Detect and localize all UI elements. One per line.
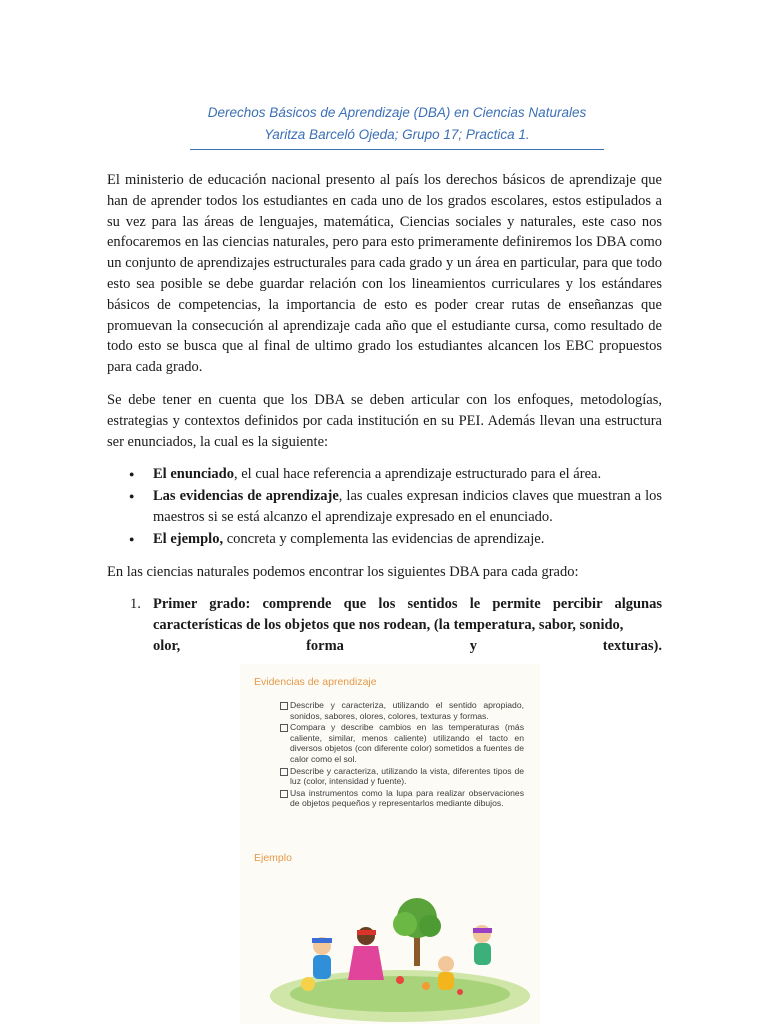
tree-crown-icon (393, 912, 417, 936)
grade-text-last-line (153, 636, 662, 657)
grade-text: Primer grado: comprende que los sentidos le permite percibir algunas características de los objetos que nos rodean, (la temperatura, sabor, sonido, (153, 596, 662, 634)
list-item-text: , el cual hace referencia a aprendizaje estructurado para el área. (233, 466, 602, 483)
structure-paragraph: Se debe tener en cuenta que los DBA se deben articular con los enfoques, metodologías, estrategias y contextos definidos por cada institución en su PEI. Además llevan una estructura ser enunciados, la cual es la siguiente: (107, 391, 662, 450)
figure-heading: Evidencias de aprendizaje (254, 676, 377, 688)
grades-paragraph: En las ciencias naturales podemos encontrar los siguientes DBA para cada grado: (107, 563, 579, 580)
flower-icon (457, 989, 463, 995)
figure-evidence-list (280, 700, 524, 810)
blindfold-icon (473, 928, 492, 933)
child-dress-icon (348, 946, 384, 980)
list-item-term: Las evidencias de aprendizaje (153, 488, 339, 505)
flower-icon (396, 976, 404, 984)
evidence-item (280, 700, 524, 721)
child-head-icon (438, 956, 454, 972)
list-item (107, 486, 662, 528)
grades-list (107, 594, 662, 656)
evidence-item (280, 722, 524, 764)
flower-icon (422, 982, 430, 990)
list-item-term: El enunciado (153, 466, 234, 483)
checkbox-icon (280, 724, 288, 732)
child-body-icon (438, 972, 454, 990)
header-divider (190, 149, 604, 150)
intro-paragraph: El ministerio de educación nacional presento al país los derechos básicos de aprendizaje que han de aprender todos los estudiantes en cada uno de los grados escolares, estos estipulados a su vez para las áreas de lenguajes, matemática, Ciencias sociales y naturales, este caso nos enfocaremos en las ciencias naturales, pero para esto primeramente definiremos los DBA como un conjunto de aprendizajes estructurales para cada grado y un área en particular, para que todo esto sea posible se debe guardar relación con los lineamientos curriculares y los estándares básicos de competencias, la importancia de esto es poder crear rutas de enseñanzas que promuevan la consecución al aprendizaje cada año que el estudiante cursa, como resultado de todo esto se busca que al final de ultimo grado los estudiantes alcancen los EBC propuestos para cada grado. (107, 172, 662, 376)
children-playing-illustration (250, 876, 540, 1024)
dba-figure (240, 664, 540, 1024)
grade-word: texturas). (602, 637, 662, 654)
child-head-icon (473, 925, 491, 943)
checkbox-icon (280, 790, 288, 798)
grade-item-first (107, 594, 662, 656)
tree-crown-icon (419, 915, 441, 937)
blindfold-icon (312, 938, 332, 943)
document-header (190, 102, 604, 146)
list-item-text: concreta y complementa las evidencias de aprendizaje. (223, 530, 545, 547)
child-body-icon (474, 943, 491, 965)
blindfold-icon (357, 930, 376, 935)
list-item (107, 529, 662, 550)
drum-icon (301, 977, 315, 991)
list-item (107, 464, 662, 485)
checkbox-icon (280, 702, 288, 710)
evidence-text: Describe y caracteriza, utilizando el sentido apropiado, sonidos, sabores, olores, colores, texturas y formas. (290, 700, 524, 721)
structure-list (107, 464, 662, 549)
grade-word: olor, (153, 637, 181, 654)
child-head-icon (357, 927, 375, 945)
child-body-icon (313, 955, 331, 979)
evidence-item (280, 766, 524, 787)
grade-word: y (469, 637, 477, 654)
grade-number: 1. (130, 596, 141, 613)
list-item-text: , las cuales expresan indicios claves que muestran a los maestros si se está alcanzo el aprendizaje expresado en el enunciado. (153, 488, 662, 525)
evidence-text: Describe y caracteriza, utilizando la vista, diferentes tipos de luz (color, intensidad y fuente). (290, 765, 524, 787)
grade-word: forma (306, 637, 344, 654)
checkbox-icon (280, 768, 288, 776)
document-title: Derechos Básicos de Aprendizaje (DBA) en Ciencias Naturales (207, 105, 587, 120)
document-subtitle: Yaritza Barceló Ojeda; Grupo 17; Practica 1. (264, 127, 530, 142)
figure-example-heading: Ejemplo (254, 852, 292, 864)
evidence-text: Compara y describe cambios en las temperaturas (más caliente, similar, menos caliente) utilizando el tacto en diversos objetos (con diferente color) sometidos a fuentes de calor como el sol. (290, 722, 524, 764)
evidence-item (280, 788, 524, 809)
list-item-term: El ejemplo, (153, 530, 224, 547)
document-body (107, 170, 662, 657)
evidence-text: Usa instrumentos como la lupa para realizar observaciones de objetos pequeños y representarlos mediante dibujos. (290, 787, 524, 809)
